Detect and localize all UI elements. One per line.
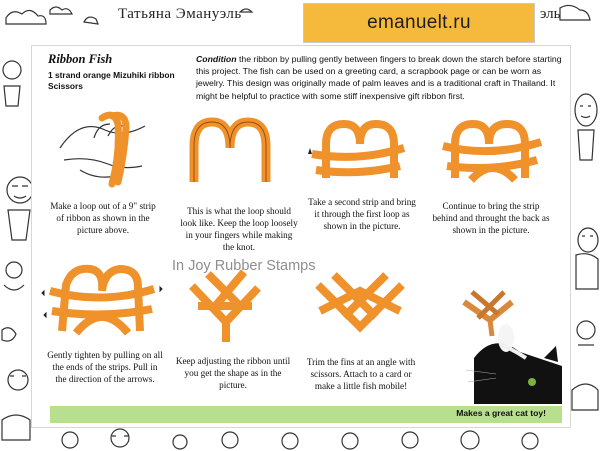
material-item: 1 strand orange Mizuhiki ribbon — [48, 70, 175, 80]
footer-note: Makes a great cat toy! — [456, 408, 546, 418]
intro-text — [196, 53, 564, 102]
material-item: Scissors — [48, 81, 83, 91]
step-3-caption: Take a second strip and bring it through the first loop as shown in the picture. — [308, 197, 416, 231]
author-name: Татьяна Эмануэль — [118, 6, 242, 22]
materials-list — [48, 70, 208, 92]
author-name-partial: эль — [540, 6, 561, 22]
intro-lead: Condition — [196, 54, 237, 64]
step-3-illustration — [308, 118, 408, 184]
site-url[interactable]: emanuelt.ru — [367, 12, 471, 33]
step-4-caption: Continue to bring the strip behind and throught the back as shown in the picture. — [432, 201, 550, 235]
step-5-caption: Gently tighten by pulling on all the ends of the strips. Pull in the direction of the arrows. — [47, 350, 163, 384]
step-5-illustration — [42, 261, 162, 341]
step-2-caption: This is what the loop should look like. Keep the loop loosely in your fingers while making the knot. — [180, 206, 298, 252]
step-7-caption: Trim the fins at an angle with scissors. Attach to a card or make a little fish mobile! — [306, 357, 416, 391]
sheet-title: Ribbon Fish — [48, 52, 113, 66]
intro-body: the ribbon by pulling gently between fingers to break down the starch before starting this project. The fish can be used on a greeting card, a scrapbook page or can be worn as jewelry. This design was originally made of palm leaves and is a traditional craft in Thailand. It might be helpful to practice with some stiff inexpensive gift ribbon first. — [196, 54, 562, 101]
footer-banner — [50, 406, 562, 423]
step-6-caption: Keep adjusting the ribbon until you get the shape as in the picture. — [175, 356, 291, 390]
step-4-illustration — [437, 116, 547, 186]
instruction-sheet — [31, 45, 571, 428]
site-banner[interactable] — [303, 3, 535, 43]
step-1-caption: Make a loop out of a 9" strip of ribbon as shown in the picture above. — [50, 201, 156, 235]
step-7-illustration — [310, 271, 410, 343]
step-2-illustration — [180, 116, 280, 190]
step-1-illustration — [50, 108, 160, 190]
step-6-illustration — [182, 266, 272, 346]
cat-photo — [434, 262, 562, 404]
watermark-text: In Joy Rubber Stamps — [172, 258, 316, 274]
